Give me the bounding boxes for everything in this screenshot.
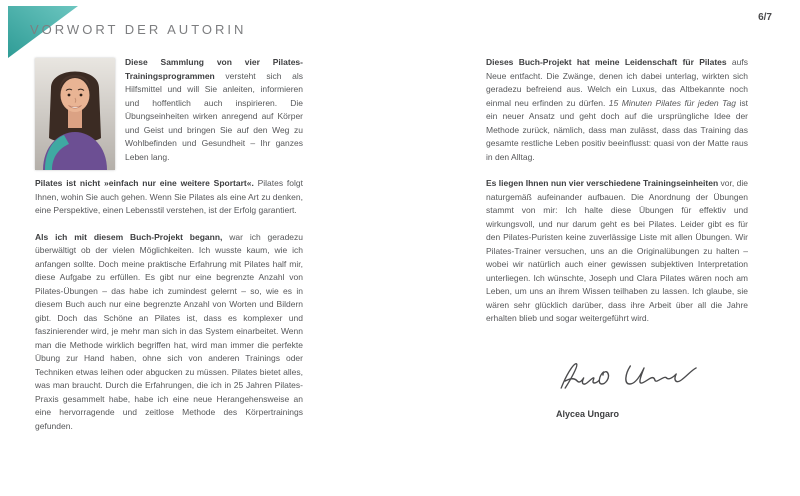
paragraph-lead: Es liegen Ihnen nun vier verschiedene Trainingseinheiten [486, 178, 719, 188]
paragraph-body: Pilates folgt Ihnen, wohin Sie auch gehen. Wenn Sie Pilates als eine Art zu denken, eine Perspektive, einen Lebensstil verstehen, ist der Erfolg garantiert. [35, 178, 303, 215]
paragraph-lead: Diese Sammlung von vier Pilates-Trainingsprogrammen [125, 57, 303, 81]
author-photo [35, 58, 115, 170]
author-name: Alycea Ungaro [556, 409, 620, 419]
paragraph-lead: Pilates ist nicht »einfach nur eine weitere Sportart«. [35, 178, 254, 188]
paragraph [486, 177, 748, 326]
paragraph-body: vor, die naturgemäß aufeinander aufbauen. Die Anordnung der Übungen stammt von mir: Ich halte diese Übungen für effektiv und wirkungsvoll, und nur darum geht es bei Pilates. Leider gibt es für den Pilates-Puristen keine zuverlässige Liste mit allen Übungen. Wir Pilates-Trainer versuchen, uns an die Originalübungen zu halten – wobei wir natürlich auch einer gewissen subjektiven Interpretation unterliegen. Ich wünschte, Joseph und Clara Pilates wären noch am Leben, um uns an ihrem Wissen teilhaben zu lassen. Ich glaube, sie wären sehr glücklich darüber, dass ihre Arbeit über all die Jahre erhalten blieb und sogar weitergeführt wird. [486, 178, 748, 323]
left-page-column [35, 56, 303, 446]
paragraph-lead: Dieses Buch-Projekt hat meine Leidenschaft für Pilates [486, 57, 727, 67]
author-signature [554, 354, 748, 405]
paragraph-lead: Als ich mit diesem Buch-Projekt begann, [35, 231, 223, 242]
paragraph-body: aufs Neue entfacht. Die Zwänge, denen ich dabei unterlag, wirkten sich geradezu befreiend aus. Welch ein Luxus, das Altbekannte noch einmal neu erfinden zu dürfen. [486, 57, 748, 108]
author-portrait-illustration [35, 58, 115, 170]
page-title: VORWORT DER AUTORIN [30, 22, 247, 37]
paragraph-body: versteht sich als Hilfsmittel und will Sie anleiten, informieren und hoffentlich auch inspirieren. Die Übungseinheiten wirken anregend auf Körper und Geist und bringen Sie auf den Weg zu Wohlbefinden und Gesundheit – Ihr ganzes Leben lang. [125, 70, 303, 162]
page-indicator: 6/7 [758, 12, 772, 23]
paragraph-body: war ich geradezu überwältigt ob der vielen Möglichkeiten. Ich wusste kaum, wie ich anfangen sollte. Doch meine praktische Erfahrung mit Pilates half mir, diese Aufgabe zu erfüllen. Es gibt nur eine begrenzte Anzahl von Pilates-Übungen – das habe ich zumindest gelernt – so, wie es in diesem Buch auch nur eine begrenzte Anzahl von Worten und Bildern gibt. Doch das Schöne an Pilates ist, dass es komplexer und faszinierender wird, je mehr man sich in das System einarbeitet. Wenn man die Methode wirklich begriffen hat, wird man immer die perfekte Übung zur Hand haben, ohne sich von anderen Trainings oder Techniken etwas leihen oder abgucken zu müssen. Pilates bietet alles, was man braucht. Durch die Erfahrungen, die ich in 25 Jahren Pilates-Praxis gesammelt habe, habe ich eine neue Herangehensweise an eine hervorragende und zeitlose Methode des Körpertrainings gefunden. [35, 231, 304, 431]
paragraph-body: ist ein neuer Ansatz und geht doch auf die ursprüngliche Idee der Methode zurück, nämlich, dass man zulässt, dass das Training das gesamte restliche Leben positiv beeinflusst: quasi von der Matte raus in den Alltag. [486, 97, 748, 162]
paragraph [35, 231, 303, 434]
paragraph [35, 177, 303, 218]
signature-scribble [554, 354, 704, 400]
paragraph [486, 56, 748, 164]
book-title-italic: 15 Minuten Pilates für jeden Tag [608, 97, 736, 108]
right-page-column [486, 56, 748, 422]
